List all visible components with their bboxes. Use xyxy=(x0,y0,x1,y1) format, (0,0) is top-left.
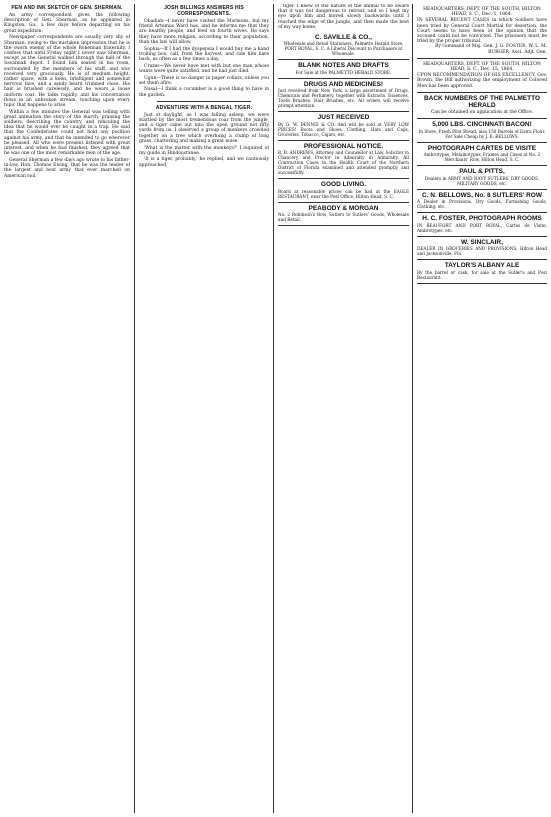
ad-heading: PAUL & PITTS, xyxy=(459,168,505,176)
official-notice xyxy=(417,59,547,93)
ad-heading: C. N. BELLOWS, No. 8 SUTLERS' ROW xyxy=(422,191,542,199)
notice-signature: By command of Maj. Gen. J. G. FOSTER, W. L. M. BURGER, Asst. Adjt. Gen. xyxy=(435,44,547,55)
notice-heading: HEADQUARTERS, DEPT. OF THE SOUTH, HILTON HEAD, S. C., Dec. 15, 1864. xyxy=(423,61,541,73)
ad-heading: PEABODY & MORGAN xyxy=(308,204,379,212)
divider xyxy=(157,101,251,102)
ad-text: DEALER IN GROCERIES AND PROVISIONS, Hilton Head and Jacksonville, Fla. xyxy=(417,246,547,257)
ad-heading: TAYLOR'S ALBANY ALE xyxy=(444,262,520,270)
ad-text: Board at reasonable prices can be had at the EAGLE RESTAURANT, near the Post Office, Hilton Head, S. C. xyxy=(278,188,409,199)
ad-heading: C. SAVILLE & CO., xyxy=(315,33,372,41)
ad-text: IN BEAUFORT AND PORT ROYAL, Cartes de Visite, Ambrotypes, etc. xyxy=(417,222,547,233)
ad-text: Just received from New York, a large assortment of Drugs, Chemicals and Perfumery, together with Extracts, Essences, Tooth Brushes, Hair Brushes, etc. All orders will receive prompt attention. xyxy=(278,88,409,109)
article-paragraph: 'What is the matter with the monkeys?' I inquired of my guide in Hindoostanee. xyxy=(139,145,269,156)
column-rule xyxy=(412,4,413,813)
article-paragraph: tiger. I knew of the nature of the animal to be aware that it was not dangerous to retreat, and so I kept my eye upon him and moved slowly backwards until I reached the edge of the jungle, and then made the best of my way home. xyxy=(278,4,409,30)
ad-heading: PROFESSIONAL NOTICE. xyxy=(303,142,384,150)
ad-heading: W. SINCLAIR, xyxy=(461,238,503,246)
notice-text: UPON RECOMMENDATION OF HIS EXCELLENCY, Gov. Brown, the Bill authorizing the employment of Colored Men has been approved. xyxy=(417,73,547,89)
ad-text: Ambrotypes, Melainotypes, Frames and Cases at No. 2 Merchants' Row, Hilton Head, S. C. xyxy=(423,152,541,163)
ad-heading: PHOTOGRAPH CARTES DE VISITE xyxy=(427,144,537,152)
article-paragraph: Just at daylight, as I was falling asleep, we were startled by the most tremendous roar from the jungle, and a tiger came out into the open ground not fifty yards from us. I observed a group of monkeys crowded together on a tree which overhung a clump of long grass, chattering and making a great noise. xyxy=(139,112,269,144)
advertisement xyxy=(278,60,409,79)
advertisement xyxy=(278,79,409,113)
ad-heading: JUST RECEIVED xyxy=(317,114,370,122)
ad-text: Can be obtained on application at the Office. xyxy=(430,109,534,115)
article-paragraph: Sophia—If I had the dyspepsia I would buy me a hand trolling box, calf, from the harvest, and ride him bare back, as often as a few times a day. xyxy=(139,46,269,62)
notice-heading: HEADQUARTERS, DEPT. OF THE SOUTH, HILTON HEAD, S. C., Dec. 1, 1864. xyxy=(423,7,541,18)
ad-text: No. 2 Robinson's Row, Sutlers to Sutlers' Goods, Wholesale and Retail. xyxy=(278,212,409,223)
column-rule xyxy=(134,4,135,813)
advertisement xyxy=(417,237,547,261)
article-paragraph: Within a few minutes the General was telling with great animation the story of the march, praising the soldiers, describing the country, and ridiculing the idea that he would ever be caught in a trap. He said that the Confederates could not hold any position against his army, and that he intended to go wherever he pleased. All who were present listened with great interest, and when he had finished, they agreed that he was one of the most remarkable men of the age. xyxy=(4,109,130,157)
notice-text: IN SEVERAL RECENT CASES in which Soldiers have been tried by General Court Martial for desertion, the Court seems to have been of the opinion that the accused could not be convicted. The prisoners must be tried by the proper tribunal. xyxy=(417,18,547,45)
ad-text: Dealers in ARMY AND NAVY SUTLERS' DRY GOODS, MILITARY GOODS, etc. xyxy=(424,175,540,186)
column-4 xyxy=(417,4,547,813)
newspaper-page xyxy=(4,4,547,813)
advertisement xyxy=(417,166,547,190)
advertisement xyxy=(417,213,547,237)
article-paragraph: General Sherman a few days ago wrote to his father-in-law, Hon. Thomas Ewing, that he was the leader of the largest and best army that ever marched on American soil. xyxy=(4,157,130,179)
advertisement xyxy=(278,141,409,180)
column-rule xyxy=(273,4,274,813)
ad-text: Wholesale and Retail Stationers, Palmetto Herald Store, PORT ROYAL, S. C. A Liberal Discount to Purchasers at Wholesale. xyxy=(283,41,404,57)
ad-text: For Sale at the PALMETTO HERALD STORE. xyxy=(295,69,392,75)
article-paragraph: An army correspondent gives the following description of Gen. Sherman, as he appeared in Kingston, Ga., a few days before departing on his great expedition: xyxy=(4,13,130,34)
article-heading: PEN AND INK SKETCH OF GEN. SHERMAN. xyxy=(11,5,123,11)
ad-heading: H. C. FOSTER, PHOTOGRAPH ROOMS xyxy=(422,215,542,223)
advertisement xyxy=(417,190,547,214)
ad-text: In Store, Fresh Pilot Bread; also 150 Barrels of Extra Flour, For Sale Cheap by J. K. BELLOWS. xyxy=(418,128,546,139)
ad-text: By the barrel or cask, for sale at the Sutler's and Post Restaurant. xyxy=(417,269,547,280)
article-paragraph: Newspaper correspondents are usually very shy of Sherman, owing to the mistaken impression that he is the sworn enemy of the whole Bohemian fraternity. I confess that until Friday night I never saw Sherman, except as the General walked through the hall of the Savannah depot. I found him seated in his room, surrounded by the members of his staff, and was received very graciously. He is of medium height, rather spare, with a keen, intelligent and somewhat nervous face, and a sandy beard trimmed close. His hair is brushed carelessly, and he wears a loose uniform coat. He talks rapidly, and his conversation flows in an unbroken stream, touching upon every topic that happens to arise. xyxy=(4,35,130,108)
article-heading: JOSH BILLINGS ANSWERS HIS CORRESPONDENTS. xyxy=(164,5,244,17)
ad-heading: 5,000 LBS. CINCINNATI BACON! xyxy=(432,121,532,129)
advertisement xyxy=(278,203,409,227)
ad-text: By G. W. DENNIS & CO. And will be sold at VERY LOW PRICES! Boots and Shoes, Clothing, Hats and Caps, Groceries, Tobacco, Cigars, etc. xyxy=(278,121,409,137)
advertisement xyxy=(278,112,409,141)
ad-heading: GOOD LIVING. xyxy=(320,181,367,189)
column-1 xyxy=(4,4,130,813)
article-paragraph: 'It is a tiger, probably,' he replied, and we cautiously approached. xyxy=(139,157,269,168)
advertisement xyxy=(417,93,547,119)
advertisement xyxy=(278,179,409,203)
article-heading: ADVENTURE WITH A BENGAL TIGER. xyxy=(155,104,253,111)
advertisement xyxy=(417,260,547,284)
official-notice xyxy=(417,4,547,59)
column-3 xyxy=(278,4,409,813)
article-paragraph: Crazes—We never have met with but one man whose wants were quite satisfied, and he had just died. xyxy=(139,63,269,74)
ad-text: A Dealer in Provisions, Dry Goods, Furnishing Goods, Clothing, etc. xyxy=(417,199,547,210)
advertisement xyxy=(417,143,547,167)
advertisement xyxy=(278,32,409,61)
advertisement xyxy=(417,119,547,143)
ad-heading: BACK NUMBERS OF THE PALMETTO HERALD xyxy=(423,94,541,110)
ad-text: R. B. ANDREWS, Attorney and Counsellor at Law, Solicitor in Chancery and Proctor in Admiralty in Admiralty. All Contraction Cases in the Health Court of the Northern District of Florida examined and attended promptly and successfully. xyxy=(278,150,409,176)
ad-heading: DRUGS AND MEDICINES! xyxy=(303,80,384,88)
column-2 xyxy=(139,4,269,813)
ad-heading: BLANK NOTES AND DRAFTS xyxy=(298,62,389,70)
article-paragraph: Nasal—I think a cucumber is a good thing to have in the garden. xyxy=(139,87,269,98)
article-paragraph: Obadiah—I never have visited the Mormons, but my friend Artemus Ward has, and he informs me that they are healthy people, and feed on fourth wives. He says they have more religion, according to their population, than the law will allow. xyxy=(139,19,269,45)
article-paragraph: Ugun—There is no danger in paper collars, unless you set them afire. xyxy=(139,75,269,86)
